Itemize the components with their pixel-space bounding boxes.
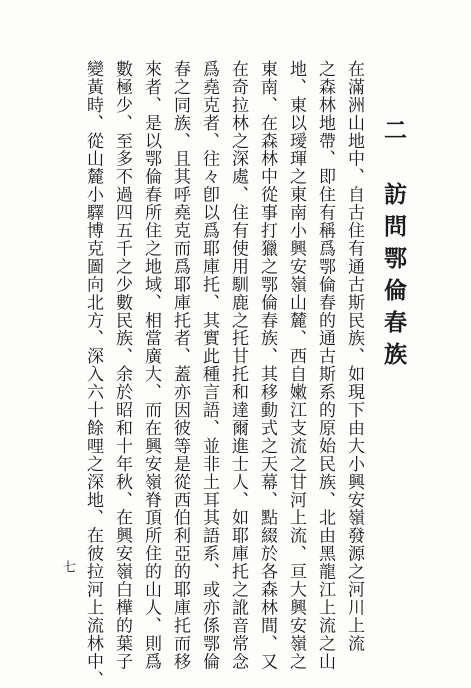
text-column-2: 之森林地帶、即住有稱爲鄂倫春的通古斯系的原始民族、北由黑龍江上流之山 bbox=[315, 60, 335, 671]
chapter-title: 二 訪問鄂倫春族 bbox=[380, 118, 407, 374]
text-column-8: 來者、是以鄂倫春所住之地域、相當廣大、而在興安嶺脊頂所住的山人、則爲 bbox=[141, 60, 161, 671]
text-column-3: 地、東以璦琿之東南小興安嶺山麓、西自嫩江支流之甘河上流、亘大興安嶺之 bbox=[286, 60, 306, 671]
text-column-4: 東南、在森林中從事打獵之鄂倫春族、其移動式之天幕、點綴於各森林間、又 bbox=[257, 60, 277, 671]
text-column-5: 在奇拉林之深處、住有使用馴鹿之托甘托和達爾進士人、如耶庫托之訛音常念 bbox=[228, 60, 248, 671]
text-column-9: 數極少、至多不過四五千之少數民族、余於昭和十年秋、在興安嶺白樺的葉子 bbox=[112, 60, 132, 671]
page-number: 七 bbox=[60, 560, 75, 573]
text-column-10: 變黃時、從山麓小驛博克圖向北方、深入六十餘哩之深地、在彼拉河上流林中、 bbox=[83, 60, 103, 688]
text-column-1: 在滿洲山地中、自古住有通古斯民族、如現下由大小興安嶺發源之河川上流 bbox=[344, 60, 364, 653]
text-column-7: 春之同族、且其呼堯克而爲耶庫托者、蓋亦因彼等是從西伯利亞的耶庫托而移 bbox=[170, 60, 190, 671]
text-column-6: 爲堯克者、往々卽以爲耶庫托、其實此種言語、並非土耳其語系、或亦係鄂倫 bbox=[199, 60, 219, 671]
